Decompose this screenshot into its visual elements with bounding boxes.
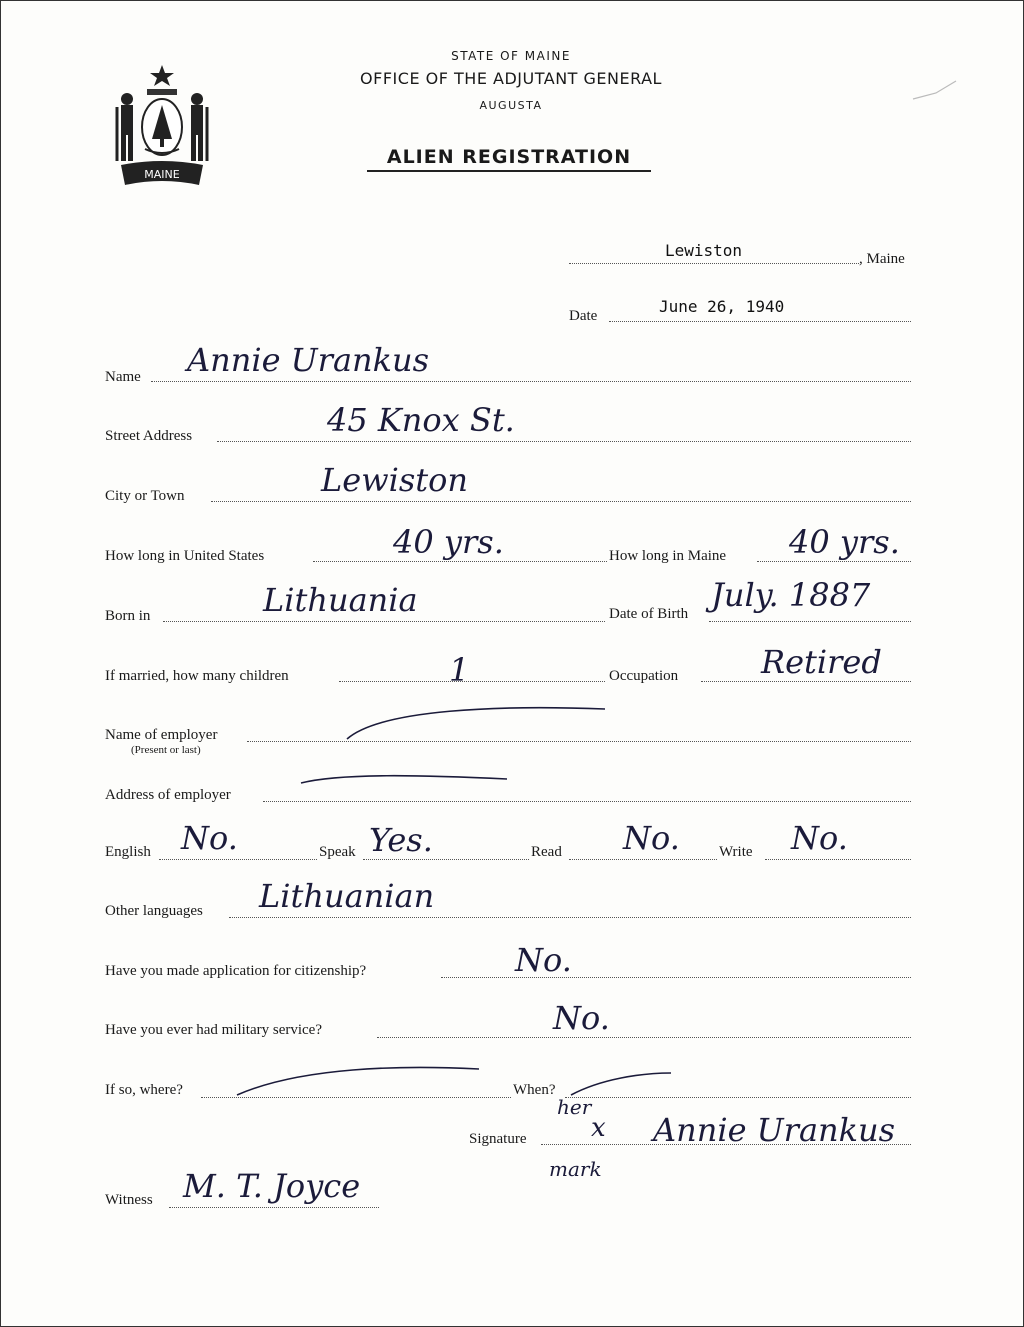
citizenship-label: Have you made application for citizenship? bbox=[105, 963, 367, 979]
signature-label: Signature bbox=[469, 1131, 527, 1147]
how-long-maine-value: 40 yrs. bbox=[789, 523, 900, 561]
children-value: 1 bbox=[449, 651, 470, 689]
military-value: No. bbox=[553, 999, 610, 1037]
street-label: Street Address bbox=[105, 428, 193, 444]
city-value: Lewiston bbox=[321, 461, 468, 499]
pen-strokes bbox=[1, 1, 1023, 1326]
if-so-where-stroke bbox=[237, 1067, 479, 1095]
read-value: No. bbox=[623, 819, 680, 857]
occupation-label: Occupation bbox=[609, 668, 679, 684]
date-label: Date bbox=[569, 308, 598, 324]
employer-name-label: Name of employer bbox=[105, 727, 218, 743]
english-label: English bbox=[105, 844, 151, 860]
header-office: OFFICE OF THE ADJUTANT GENERAL bbox=[360, 69, 662, 88]
children-label: If married, how many children bbox=[105, 668, 289, 684]
when-stroke bbox=[571, 1073, 671, 1095]
witness-value: M. T. Joyce bbox=[183, 1167, 361, 1205]
speak-label: Speak bbox=[319, 844, 356, 860]
how-long-maine-label: How long in Maine bbox=[609, 548, 727, 564]
employer-address-stroke bbox=[301, 776, 507, 783]
employer-name-sublabel: (Present or last) bbox=[131, 744, 201, 756]
city-label: City or Town bbox=[105, 488, 185, 504]
form-title: ALIEN REGISTRATION bbox=[367, 146, 651, 172]
occupation-value: Retired bbox=[761, 643, 882, 681]
write-label: Write bbox=[719, 844, 753, 860]
other-languages-label: Other languages bbox=[105, 903, 203, 919]
location-label: , Maine bbox=[859, 251, 905, 267]
english-value: No. bbox=[181, 819, 238, 857]
birth-date-label: Date of Birth bbox=[609, 606, 689, 622]
header-city: AUGUSTA bbox=[479, 99, 543, 112]
when-label: When? bbox=[513, 1082, 556, 1098]
write-value: No. bbox=[791, 819, 848, 857]
witness-label: Witness bbox=[105, 1192, 153, 1208]
speak-value: Yes. bbox=[369, 821, 433, 859]
corner-check-mark bbox=[913, 81, 956, 99]
signature-value: Annie Urankus bbox=[653, 1111, 896, 1149]
military-label: Have you ever had military service? bbox=[105, 1022, 322, 1038]
employer-name-stroke bbox=[347, 708, 605, 739]
signature-her: her bbox=[557, 1095, 592, 1119]
if-so-where-label: If so, where? bbox=[105, 1082, 183, 1098]
employer-address-label: Address of employer bbox=[105, 787, 231, 803]
name-value: Annie Urankus bbox=[187, 341, 430, 379]
read-label: Read bbox=[531, 844, 562, 860]
header-state: STATE OF MAINE bbox=[451, 49, 571, 63]
svg-text:MAINE: MAINE bbox=[144, 168, 180, 181]
birth-date-value: July. 1887 bbox=[711, 576, 871, 614]
how-long-us-value: 40 yrs. bbox=[393, 523, 504, 561]
date-value: June 26, 1940 bbox=[659, 297, 785, 316]
street-value: 45 Knox St. bbox=[327, 401, 515, 439]
born-in-value: Lithuania bbox=[263, 581, 418, 619]
citizenship-value: No. bbox=[515, 941, 572, 979]
born-in-label: Born in bbox=[105, 608, 151, 624]
name-label: Name bbox=[105, 369, 141, 385]
location-value: Lewiston bbox=[665, 241, 743, 260]
signature-mark-word: mark bbox=[549, 1157, 602, 1181]
signature-x-mark: x bbox=[591, 1113, 606, 1143]
other-languages-value: Lithuanian bbox=[259, 877, 435, 915]
how-long-us-label: How long in United States bbox=[105, 548, 265, 564]
